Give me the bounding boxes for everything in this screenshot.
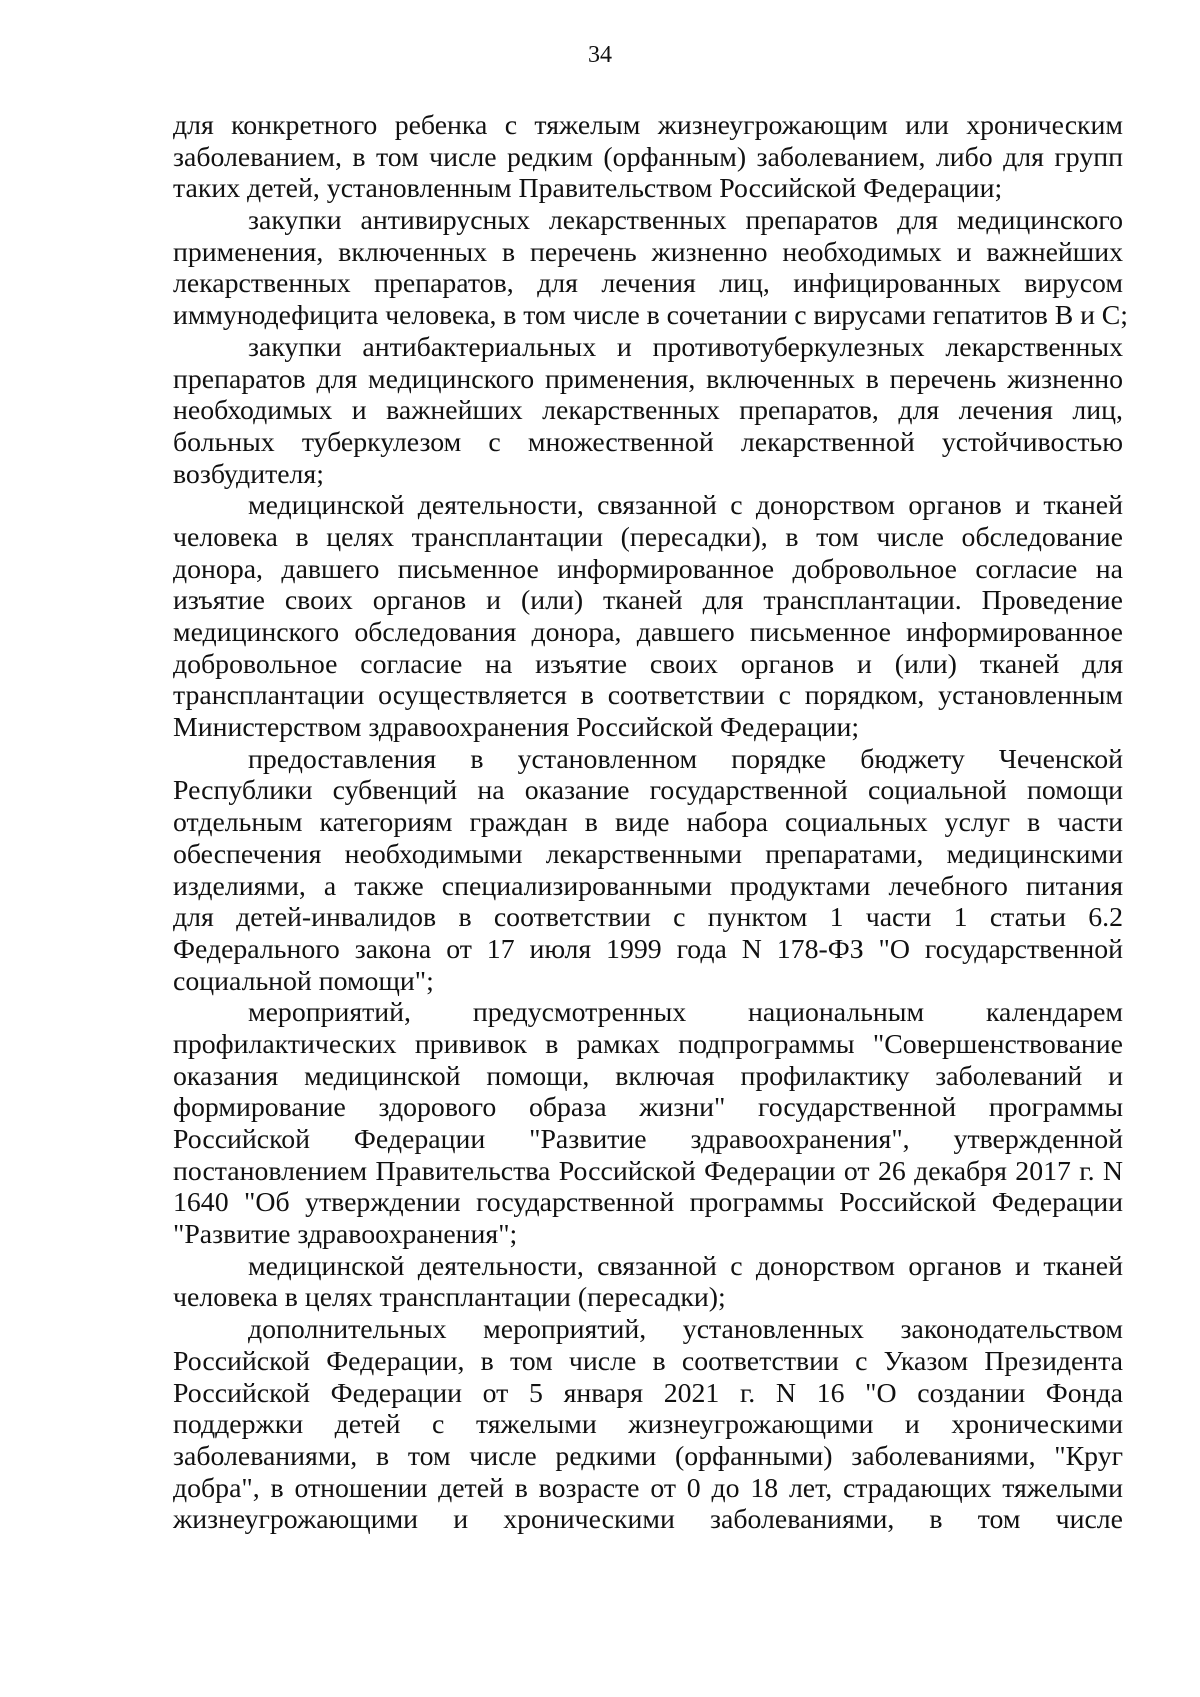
paragraph-line: 1640 "Об утверждении государственной программы Российской Федерации [173, 1187, 1123, 1219]
paragraph-line: заболеваниями, в том числе редкими (орфанными) заболеваниями, "Круг [173, 1440, 1123, 1472]
paragraph-line: закупки антибактериальных и противотуберкулезных лекарственных [248, 331, 1123, 363]
paragraph-line: таких детей, установленным Правительством Российской Федерации; [173, 173, 1003, 205]
paragraph-line: предоставления в установленном порядке бюджету Чеченской [248, 743, 1123, 775]
paragraph-line: Российской Федерации "Развитие здравоохранения", утвержденной [173, 1124, 1123, 1155]
paragraph-line: применения, включенных в перечень жизненно необходимых и важнейших [173, 236, 1123, 268]
paragraph-line: "Развитие здравоохранения"; [173, 1219, 518, 1251]
paragraph-line: обеспечения необходимыми лекарственными препаратами, медицинскими [173, 838, 1123, 870]
paragraph-line: профилактических прививок в рамках подпрограммы "Совершенствование [173, 1028, 1123, 1060]
paragraph-line: жизнеугрожающими и хроническими заболеваниями, в том числе [173, 1504, 1123, 1536]
paragraph-line: Министерством здравоохранения Российской Федерации; [173, 712, 860, 744]
paragraph-line: закупки антивирусных лекарственных препаратов для медицинского [248, 205, 1123, 237]
paragraph-line: медицинской деятельности, связанной с донорством органов и тканей [248, 490, 1123, 522]
paragraph-line: Российской Федерации, в том числе в соответствии с Указом Президента [173, 1345, 1123, 1377]
paragraph-line: для детей-инвалидов в соответствии с пунктом 1 части 1 статьи 6.2 [173, 902, 1123, 934]
paragraph-line: медицинского обследования донора, давшего письменное информированное [173, 617, 1123, 648]
paragraph-line: изделиями, а также специализированными продуктами лечебного питания [173, 870, 1123, 902]
paragraph-line: человека в целях трансплантации (пересадки); [173, 1282, 726, 1314]
paragraph [173, 744, 1123, 998]
paragraph-line: иммунодефицита человека, в том числе в сочетании с вирусами гепатитов B и C; [173, 300, 1128, 332]
paragraph-line: препаратов для медицинского применения, включенных в перечень жизненно [173, 363, 1123, 395]
paragraph-line: постановлением Правительства Российской Федерации от 26 декабря 2017 г. N [173, 1155, 1123, 1187]
document-body [173, 110, 1128, 1536]
paragraph [173, 997, 1123, 1251]
page-number: 34 [588, 42, 612, 68]
paragraph-line: Республики субвенций на оказание государственной социальной помощи [173, 775, 1123, 807]
paragraph-line: лекарственных препаратов, для лечения лиц, инфицированных вирусом [173, 268, 1123, 300]
paragraph-line: добра", в отношении детей в возрасте от 0 до 18 лет, страдающих тяжелыми [173, 1472, 1123, 1504]
paragraph-line: трансплантации осуществляется в соответствии с порядком, установленным [173, 680, 1123, 712]
paragraph-line: изъятие своих органов и (или) тканей для трансплантации. Проведение [173, 585, 1123, 617]
paragraph-line: мероприятий, предусмотренных национальным календарем [248, 997, 1123, 1029]
paragraph-line: донора, давшего письменное информированное добровольное согласие на [173, 553, 1123, 585]
paragraph-line: формирование здорового образа жизни" государственной программы [173, 1092, 1123, 1124]
paragraph-line: Российской Федерации от 5 января 2021 г. N 16 "О создании Фонда [173, 1377, 1123, 1409]
paragraph-line: больных туберкулезом с множественной лекарственной устойчивостью [173, 426, 1123, 458]
paragraph [173, 490, 1123, 744]
paragraph [173, 205, 1128, 332]
paragraph-line: необходимых и важнейших лекарственных препаратов, для лечения лиц, [173, 395, 1123, 427]
paragraph-line: оказания медицинской помощи, включая профилактику заболеваний и [173, 1060, 1123, 1092]
paragraph-line: дополнительных мероприятий, установленных законодательством [248, 1314, 1123, 1346]
paragraph [173, 1314, 1123, 1536]
paragraph-line: возбудителя; [173, 458, 324, 490]
paragraph-line: поддержки детей с тяжелыми жизнеугрожающими и хроническими [173, 1409, 1123, 1441]
paragraph-line: человека в целях трансплантации (пересадки), в том числе обследование [173, 521, 1123, 553]
paragraph [173, 1251, 1123, 1314]
paragraph-line: Федерального закона от 17 июля 1999 года N 178-ФЗ "О государственной [173, 933, 1123, 965]
paragraph [173, 110, 1123, 205]
paragraph-line: социальной помощи"; [173, 965, 434, 997]
paragraph-line: добровольное согласие на изъятие своих органов и (или) тканей для [173, 648, 1123, 680]
paragraph-line: заболеванием, в том числе редким (орфанным) заболеванием, либо для групп [173, 141, 1123, 173]
paragraph-line: отдельным категориям граждан в виде набора социальных услуг в части [173, 807, 1123, 839]
paragraph [173, 332, 1123, 490]
paragraph-line: медицинской деятельности, связанной с донорством органов и тканей [248, 1250, 1123, 1282]
paragraph-line: для конкретного ребенка с тяжелым жизнеугрожающим или хроническим [173, 110, 1123, 141]
